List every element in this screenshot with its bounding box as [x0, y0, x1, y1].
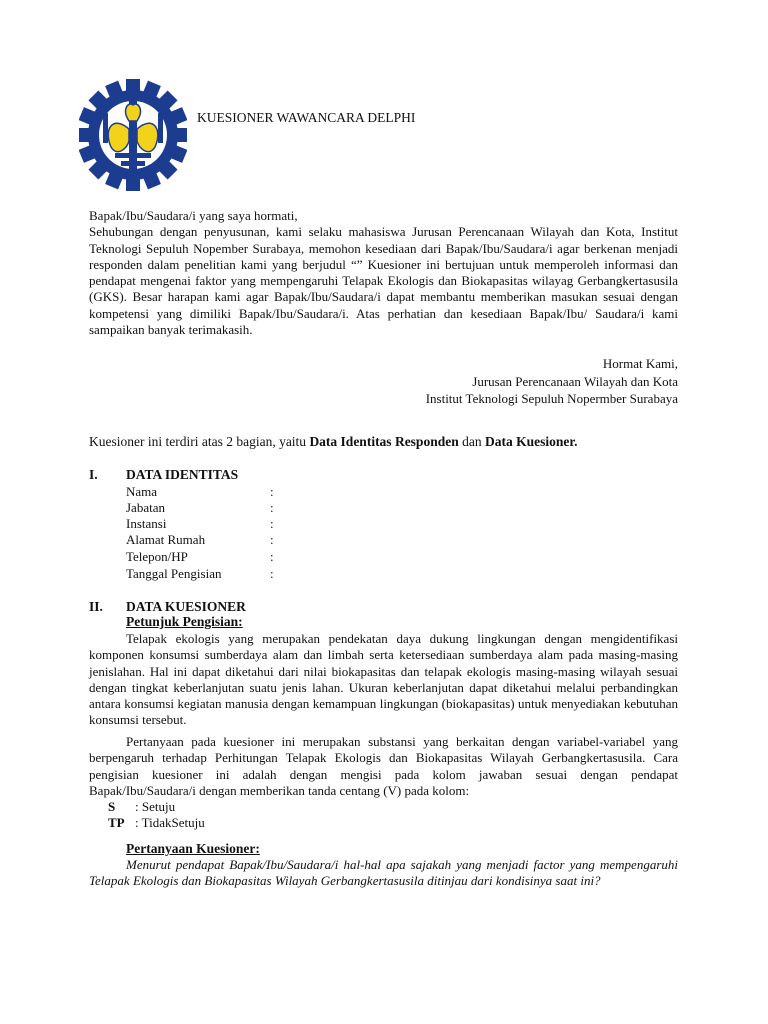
document-title: KUESIONER WAWANCARA DELPHI	[197, 110, 416, 125]
field-label: Tanggal Pengisian	[126, 566, 222, 581]
field-label: Jabatan	[126, 500, 165, 515]
legend-label: : TidakSetuju	[135, 815, 205, 830]
field-label: Alamat Rumah	[126, 532, 206, 547]
section-2-title: DATA KUESIONER	[126, 599, 246, 614]
legend-code: S	[108, 799, 116, 814]
closing-block	[426, 355, 678, 408]
legend-label: : Setuju	[135, 799, 176, 814]
part-1: Data Identitas Responden	[309, 434, 459, 449]
field-colon: :	[270, 549, 274, 564]
section-1-title: DATA IDENTITAS	[126, 467, 239, 482]
field-colon: :	[270, 500, 274, 515]
part-2: Data Kuesioner.	[484, 434, 578, 449]
field-colon: :	[270, 566, 274, 581]
section-1-number: I.	[89, 467, 98, 482]
closing-line-3: Institut Teknologi Sepuluh Nopermber Surabaya	[425, 391, 678, 406]
field-label: Telepon/HP	[126, 549, 188, 564]
its-gear-logo-icon	[79, 79, 187, 191]
closing-line-1: Hormat Kami,	[602, 356, 678, 371]
intro-paragraph: Sehubungan dengan penyusunan, kami selaku mahasiswa Jurusan Perencanaan Wilayah dan Kota, Institut Teknologi Sepuluh Nopember Surabaya, memohon kesediaan dari Bapak/Ibu/Saudara/i agar berkenan menjadi responden dalam penelitian kami yang berjudul “” Kuesioner ini bertujuan untuk memperoleh informasi dan pendapat mengenai faktor yang mempengaruhi Telapak Ekologis dan Biokapasitas wilayag Gerbangkertasusila (GKS). Besar harapan kami agar Bapak/Ibu/Saudara/i dapat membantu memberikan masukan sesuai dengan kompetensi yang dimiliki Bapak/Ibu/Saudara/i. Atas perhatian dan kesediaan Bapak/Ibu/ Saudara/i kami sampaikan banyak terimakasih.	[89, 224, 678, 338]
instruction-paragraph-2: Pertanyaan pada kuesioner ini merupakan substansi yang berkaitan dengan variabel-variabel yang berpengaruh terhadap Perhitungan Telapak Ekologis dan Biokapasitas Wilayah Gerbangkertasusila. Cara pengisian kuesioner ini adalah dengan mengisi pada kolom jawaban sesuai dengan pendapat Bapak/Ibu/Saudara/i dengan memberikan tanda centang (V) pada kolom:	[89, 734, 678, 798]
question-heading: Pertanyaan Kuesioner:	[126, 841, 260, 856]
closing-line-2: Jurusan Perencanaan Wilayah dan Kota	[472, 373, 678, 389]
field-colon: :	[270, 516, 274, 531]
question-text: Menurut pendapat Bapak/Ibu/Saudara/i hal-hal apa sajakah yang menjadi factor yang mempengaruhi Telapak Ekologis dan Biokapasitas Wilayah Gerbangkertasusila ditinjau dari kondisinya saat ini?	[89, 857, 678, 889]
field-label: Nama	[126, 484, 158, 499]
instruction-heading: Petunjuk Pengisian:	[126, 614, 243, 629]
field-colon: :	[270, 532, 274, 547]
greeting: Bapak/Ibu/Saudara/i yang saya hormati,	[89, 208, 298, 223]
instruction-paragraph-1: Telapak ekologis yang merupakan pendekatan daya dukung lingkungan dengan mengidentifikasi komponen konsumsi sumberdaya alam dan limbah serta ketersediaan sumberdaya alam pada masing-masing jenislahan. Hal ini dapat diketahui dari nilai biokapasitas dan telapak ekologis masing-masing wilayah sesuai dengan tingkat keberlanjutan suatu jenis lahan. Ukuran keberlanjutan dapat diketahui melalui perbandingkan antara konsumsi kegiatan manusia dengan kemampuan lingkungan (biokapasitas) untuk menyediakan kebutuhan konsumsi tersebut.	[89, 631, 678, 728]
parts-summary: Kuesioner ini terdiri atas 2 bagian, yaitu Data Identitas Responden dan Data Kuesioner.	[89, 434, 578, 449]
legend-code: TP	[108, 815, 125, 830]
intro-block	[89, 208, 678, 338]
section-2-number: II.	[89, 599, 103, 614]
field-colon: :	[270, 484, 274, 499]
field-label: Instansi	[126, 516, 167, 531]
